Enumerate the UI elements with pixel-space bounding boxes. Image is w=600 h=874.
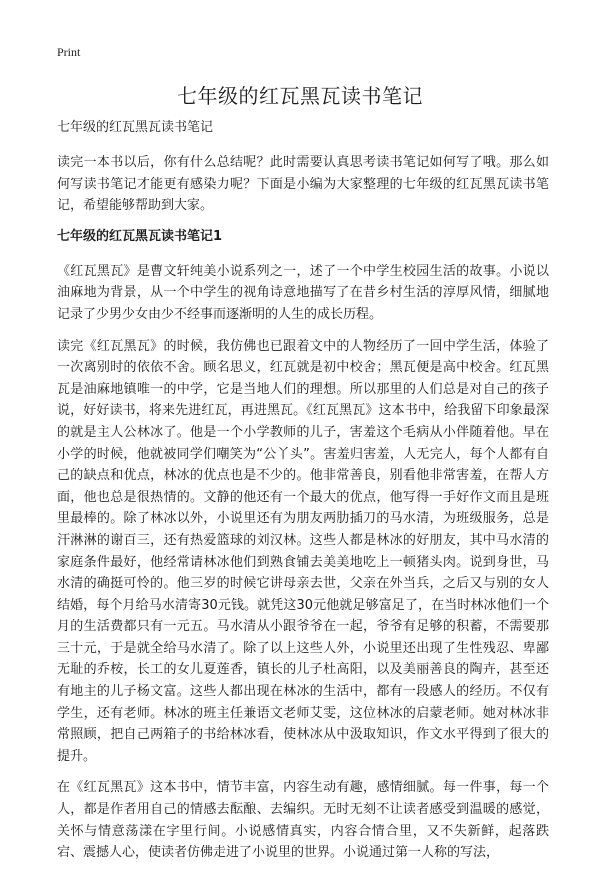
body-paragraph-2: 读完《红瓦黑瓦》的时候，我仿佛也已跟着文中的人物经历了一回中学生活，体验了一次离别时的依依不舍。顾名思义，红瓦就是初中校舍；黑瓦便是高中校舍。红瓦黑瓦是油麻地镇唯一的中学，它是当地人们的理想。所以那里的人们总是对自己的孩子说，好好读书，将来先进红瓦，再进黑瓦。《红瓦黑瓦》这本书中，给我留下印象最深的就是主人公林冰了。他是一个小学教师的儿子，害羞这个毛病从小伴随着他。早在小学的时候，他就被同学们嘲笑为“公丫头”。害羞归害羞，人无完人，每个人都有自己的缺点和优点，林冰的优点也是不少的。他非常善良，别看他非常害羞，在帮人方面，他也总是很热情的。文静的他还有一个最大的优点，他写得一手好作文而且是班里最棒的。除了林冰以外，小说里还有为朋友两肋插刀的马水清，为班级服务，总是汗淋淋的谢百三，还有热爱篮球的刘汉林。这些人都是林冰的好朋友，其中马水清的家庭条件最好，他经常请林冰他们到熟食铺去美美地吃上一顿猪头肉。说到身世，马水清的确挺可怜的。他三岁的时候它讲母亲去世，父亲在外当兵，之后又与别的女人结婚，每个月给马水清寄30元钱。就凭这30元他就足够富足了，在当时林冰他们一个月的生活费都只有一元五。马水清从小跟爷爷在一起，爷爷有足够的积蓄，不需要那三十元，于是就全给马水清了。除了以上这些人外，小说里还出现了生性残忍、卑鄙无耻的乔桉，长工的女儿夏莲香，镇长的儿子杜高阳，以及美丽善良的陶卉，甚至还有地主的儿子杨文富。这些人都出现在林冰的生活中，都有一段感人的经历。不仅有学生，还有老师。林冰的班主任兼语文老师艾雯，这位林冰的启蒙老师。她对林冰非常照顾，把自己两箱子的书给林冰看，使林冰从中汲取知识，作文水平得到了很大的提升。 xyxy=(57,338,549,764)
body-paragraph-1: 《红瓦黑瓦》是曹文轩纯美小说系列之一，述了一个中学生校园生活的故事。小说以油麻地为背景，从一个中学生的视角诗意地描写了在昔乡村生活的淳厚风情，细腻地记录了少男少女由少不经事而逐渐明的人生的成长历程。 xyxy=(57,263,549,322)
page-title: 七年级的红瓦黑瓦读书笔记 xyxy=(177,84,423,108)
print-link[interactable]: Print xyxy=(57,45,81,59)
document-subtitle: 七年级的红瓦黑瓦读书笔记 xyxy=(57,120,214,135)
document-body xyxy=(57,118,549,874)
intro-paragraph: 读完一本书以后，你有什么总结呢？此时需要认真思考读书笔记如何写了哦。那么如何写读书笔记才能更有感染力呢？下面是小编为大家整理的七年级的红瓦黑瓦读书笔记，希望能够帮助到大家。 xyxy=(57,155,549,214)
body-paragraph-3: 在《红瓦黑瓦》这本书中，情节丰富，内容生动有趣，感情细腻。每一件事，每一个人，都是作者用自己的情感去酝酿、去编织。无时无刻不让读者感受到温暖的感觉，关怀与情意荡漾在字里行间。小说感情真实，内容合情合里，又不失新鲜，起落跌宕、震撼人心，使读者仿佛走进了小说里的世界。小说通过第一人称的写法， xyxy=(57,780,549,861)
section-heading: 七年级的红瓦黑瓦读书笔记1 xyxy=(57,228,223,244)
